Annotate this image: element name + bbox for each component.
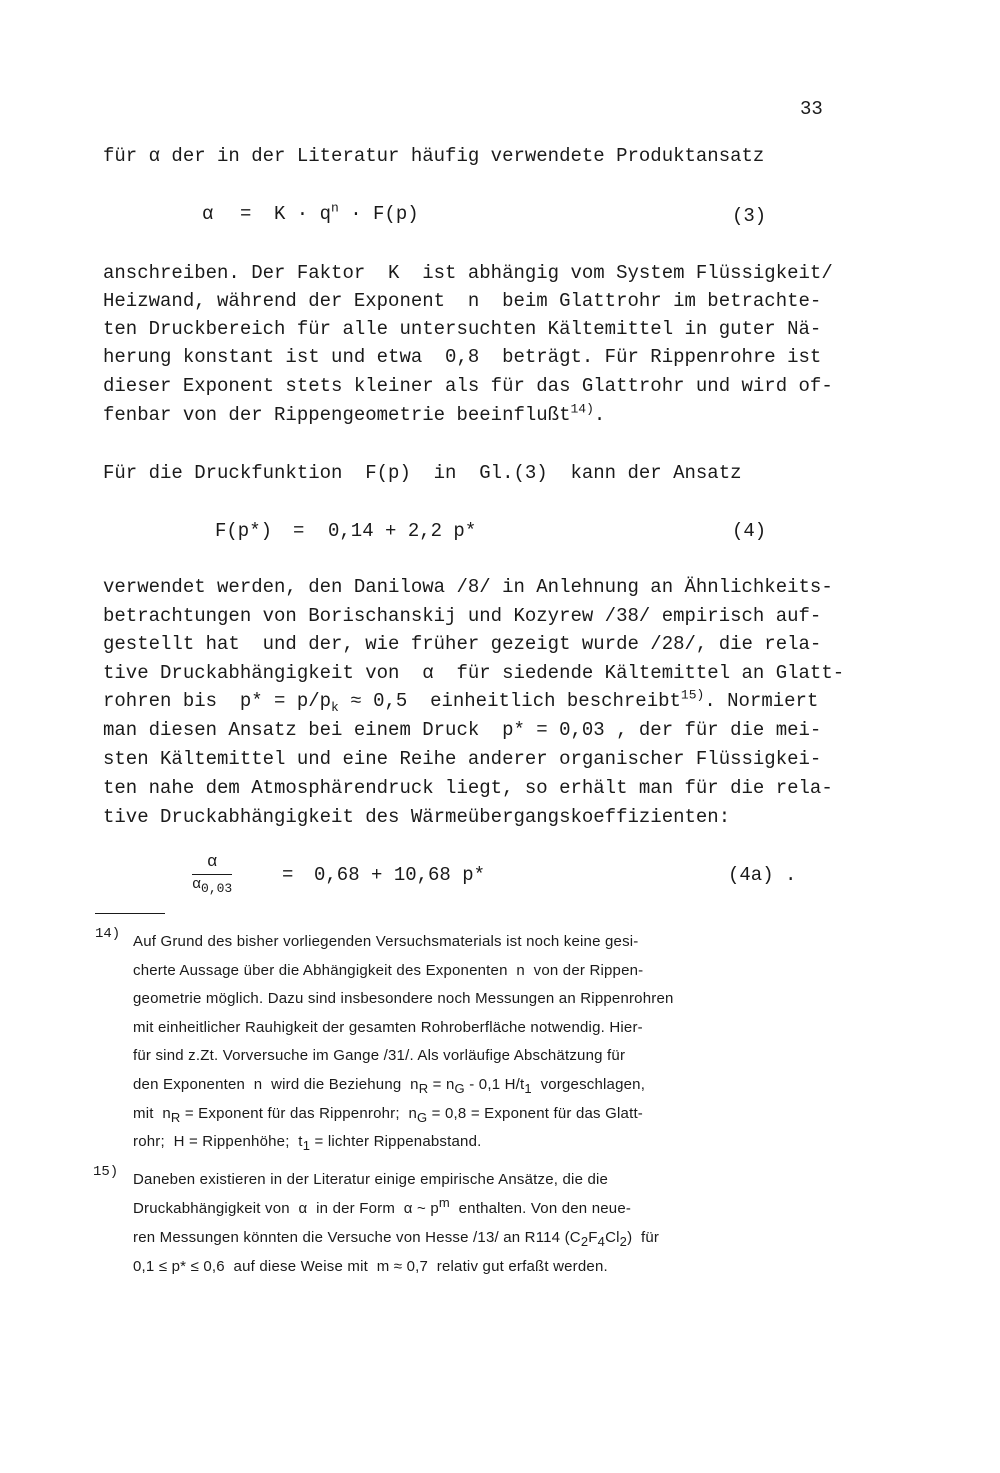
text-line: ten Druckbereich für alle untersuchten Kältemittel in guter Nä- (103, 318, 822, 340)
eq3-lhs: α (202, 203, 214, 225)
text-line: sten Kältemittel und eine Reihe anderer organischer Flüssigkei- (103, 748, 822, 770)
page-number: 33 (800, 98, 823, 120)
text-line: man diesen Ansatz bei einem Druck p* = 0,03 , der für die mei- (103, 719, 822, 741)
eq4-lhs: F(p*) (215, 520, 273, 542)
text-line: anschreiben. Der Faktor K ist abhängig vom System Flüssigkeit/ (103, 262, 833, 284)
footnote-line: für sind z.Zt. Vorversuche im Gange /31/. Als vorläufige Abschätzung für (133, 1047, 626, 1064)
eq4a-denominator: $\alpha_{0,03}$ (192, 876, 233, 896)
text-line: dieser Exponent stets kleiner als für das Glattrohr und wird of- (103, 375, 833, 397)
text-line: Heizwand, während der Exponent n beim Glattrohr im betrachte- (103, 290, 822, 312)
text-line: betrachtungen von Borischanskij und Kozyrew /38/ empirisch auf- (103, 605, 822, 627)
footnote-15-marker: 15) (93, 1164, 119, 1180)
eq4a-equals: = (282, 864, 294, 886)
eq4a-rhs: 0,68 + 10,68 p* (314, 864, 486, 886)
footnote-line: mit einheitlicher Rauhigkeit der gesamten Rohroberfläche notwendig. Hier- (133, 1019, 643, 1036)
footnote-line: cherte Aussage über die Abhängigkeit des Exponenten n von der Rippen- (133, 962, 644, 979)
footnote-line: Auf Grund des bisher vorliegenden Versuchsmaterials ist noch keine gesi- (133, 933, 639, 950)
eq3-rhs: $K \cdot q^n \cdot F(p)$ (274, 200, 419, 225)
text-line: ten nahe dem Atmosphärendruck liegt, so erhält man für die rela- (103, 777, 833, 799)
eq4a-numerator: α (192, 853, 232, 875)
text-line: fenbar von der Rippengeometrie beeinflußt$^{14)}$. (103, 401, 606, 426)
footnote-line: mit $n_R$ = Exponent für das Rippenrohr; $n_G = 0,8$ = Exponent für das Glatt- (133, 1105, 644, 1125)
footnote-line: geometrie möglich. Dazu sind insbesondere noch Messungen an Rippenrohren (133, 990, 674, 1007)
footnote-ref-15: 15) (680, 687, 705, 703)
paragraph-intro: für α der in der Literatur häufig verwendete Produktansatz (103, 145, 765, 167)
text-line: tive Druckabhängigkeit von α für siedende Kältemittel an Glatt- (103, 662, 845, 684)
text-line: tive Druckabhängigkeit des Wärmeübergangskoeffizienten: (103, 806, 731, 828)
eq4-rhs: 0,14 + 2,2 p* (328, 520, 477, 542)
footnote-line: Daneben existieren in der Literatur einige empirische Ansätze, die die (133, 1171, 609, 1188)
eq4-equals: = (293, 520, 305, 542)
eq4-number: (4) (732, 520, 767, 542)
eq4a-number: (4a) . (728, 864, 797, 886)
eq3-equals: = (240, 203, 252, 225)
footnote-14-marker: 14) (95, 926, 121, 942)
eq4a-fraction (192, 853, 233, 896)
footnote-line: 0,1 ≤ p* ≤ 0,6 auf diese Weise mit m ≈ 0,7 relativ gut erfaßt werden. (133, 1258, 608, 1275)
footnote-line: Druckabhängigkeit von α in der Form α ~ $p^m$ enthalten. Von den neue- (133, 1195, 632, 1217)
paragraph-druckfunktion: Für die Druckfunktion F(p) in Gl.(3) kann der Ansatz (103, 462, 742, 484)
text-line: herung konstant ist und etwa 0,8 beträgt. Für Rippenrohre ist (103, 346, 822, 368)
text-line: rohren bis $p* = p/p_k \approx 0,5$ einheitlich beschreibt$^{15)}$. Normiert (103, 687, 819, 715)
footnote-divider (95, 913, 165, 914)
text-line: gestellt hat und der, wie früher gezeigt wurde /28/, die rela- (103, 633, 822, 655)
text-line: verwendet werden, den Danilowa /8/ in Anlehnung an Ähnlichkeits- (103, 576, 833, 598)
footnote-ref-14: 14) (570, 401, 594, 417)
footnote-line: rohr; H = Rippenhöhe; $t_1$ = lichter Rippenabstand. (133, 1133, 482, 1153)
footnote-line: den Exponenten n wird die Beziehung $n_R = n_G - 0,1$ $H/t_1$ vorgeschlagen, (133, 1076, 646, 1096)
eq3-number: (3) (732, 205, 767, 227)
footnote-line: ren Messungen könnten die Versuche von Hesse /13/ an R114 $(C_2F_4Cl_2)$ für (133, 1229, 660, 1249)
